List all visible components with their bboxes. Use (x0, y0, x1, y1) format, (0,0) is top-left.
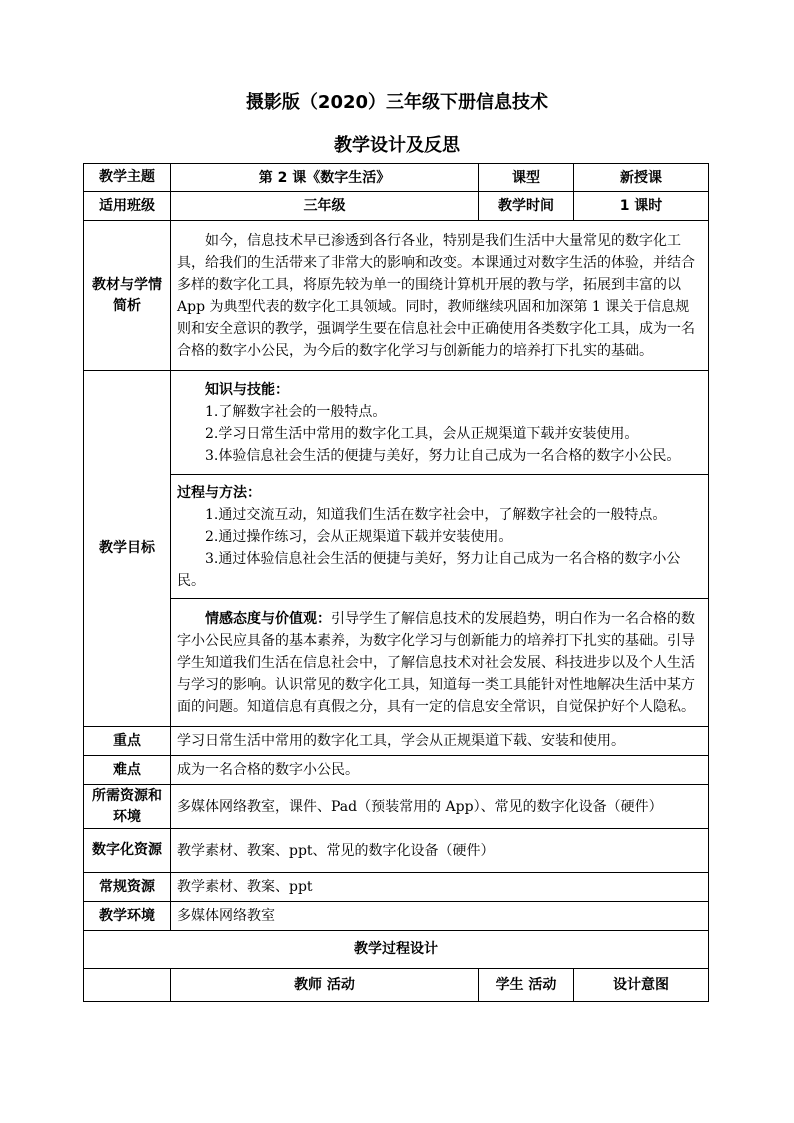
table-row (84, 164, 709, 192)
difficulty-text: 成为一名合格的数字小公民。 (171, 756, 709, 785)
knowledge-heading: 知识与技能： (205, 381, 289, 398)
process-heading: 过程与方法： (177, 484, 261, 501)
process-item: 2.通过操作练习，会从正规渠道下载并安装使用。 (205, 528, 513, 545)
table-row (84, 192, 709, 221)
teacher-activity-header: 教师 活动 (171, 969, 479, 1002)
table-row (84, 756, 709, 785)
lesson-type-label: 课型 (479, 164, 574, 192)
table-row (84, 829, 709, 873)
resources-label: 所需资源和环境 (84, 785, 171, 829)
lesson-type-value: 新授课 (574, 164, 709, 192)
process-item: 3.通过体验信息社会生活的便捷与美好，努力让自己成为一名合格的数字小公民。 (177, 550, 681, 589)
table-row (84, 785, 709, 829)
knowledge-cell (171, 371, 709, 475)
empty-cell (84, 969, 171, 1002)
regular-text: 教学素材、教案、ppt (171, 873, 709, 902)
environment-label: 教学环境 (84, 902, 171, 931)
document-title: 摄影版（2020）三年级下册信息技术 (245, 92, 549, 113)
knowledge-item: 2.学习日常生活中常用的数字化工具，会从正规渠道下载并安装使用。 (205, 425, 639, 442)
time-value: 1 课时 (574, 192, 709, 221)
emotion-cell (171, 599, 709, 727)
key-point-label: 重点 (84, 727, 171, 756)
table-row (84, 727, 709, 756)
process-cell (171, 475, 709, 599)
digital-text: 教学素材、教案、ppt、常见的数字化设备（硬件） (171, 829, 709, 873)
topic-label: 教学主题 (84, 164, 171, 192)
table-row (84, 599, 709, 727)
analysis-text: 如今，信息技术早已渗透到各行各业，特别是我们生活中大量常见的数字化工具，给我们的生活带来了非常大的影响和改变。本课通过对数字生活的体验，并结合多样的数字化工具，将原先较为单一的围绕计算机开展的教与学，拓展到丰富的以 App 为典型代表的数字化工具领域。同时，教师继续巩固和加深第 1 课关于信息规则和安全意识的教学，强调学生要在信息社会中正确使用各类数字化工具，成为一名合格的数字小公民，为今后的数字化学习与创新能力的培养打下扎实的基础。 (177, 232, 695, 359)
table-row (84, 902, 709, 931)
lesson-plan-table (83, 163, 709, 1002)
table-row (84, 475, 709, 599)
process-item: 1.通过交流互动，知道我们生活在数字社会中，了解数字社会的一般特点。 (205, 506, 667, 523)
design-intent-header: 设计意图 (574, 969, 709, 1002)
environment-text: 多媒体网络教室 (171, 902, 709, 931)
student-activity-header: 学生 活动 (479, 969, 574, 1002)
analysis-label: 教材与学情简析 (84, 221, 171, 371)
key-point-text: 学习日常生活中常用的数字化工具，学会从正规渠道下载、安装和使用。 (171, 727, 709, 756)
process-design-title: 教学过程设计 (84, 931, 709, 969)
difficulty-label: 难点 (84, 756, 171, 785)
table-row (84, 931, 709, 969)
goals-label: 教学目标 (84, 371, 171, 727)
analysis-text-cell (171, 221, 709, 371)
table-row (84, 873, 709, 902)
emotion-text: 引导学生了解信息技术的发展趋势，明白作为一名合格的数字小公民应具备的基本素养，为数字化学习与创新能力的培养打下扎实的基础。引导学生知道我们生活在信息社会中，了解信息技术对社会发展、科技进步以及个人生活与学习的影响。认识常见的数字化工具，知道每一类工具能针对性地解决生活中某方面的问题。知道信息有真假之分，具有一定的信息安全常识，自觉保护好个人隐私。 (177, 610, 695, 715)
table-row (84, 969, 709, 1002)
emotion-heading: 情感态度与价值观： (205, 610, 331, 627)
digital-label: 数字化资源 (84, 829, 171, 873)
knowledge-item: 1.了解数字社会的一般特点。 (205, 403, 387, 420)
resources-text: 多媒体网络教室，课件、Pad（预装常用的 App）、常见的数字化设备（硬件） (171, 785, 709, 829)
table-row (84, 221, 709, 371)
lesson-title: 第 2 课《数字生活》 (171, 164, 479, 192)
time-label: 教学时间 (479, 192, 574, 221)
document-subtitle: 教学设计及反思 (334, 135, 460, 156)
regular-label: 常规资源 (84, 873, 171, 902)
grade-value: 三年级 (171, 192, 479, 221)
table-row (84, 371, 709, 475)
knowledge-item: 3.体验信息社会生活的便捷与美好，努力让自己成为一名合格的数字小公民。 (205, 447, 681, 464)
grade-label: 适用班级 (84, 192, 171, 221)
